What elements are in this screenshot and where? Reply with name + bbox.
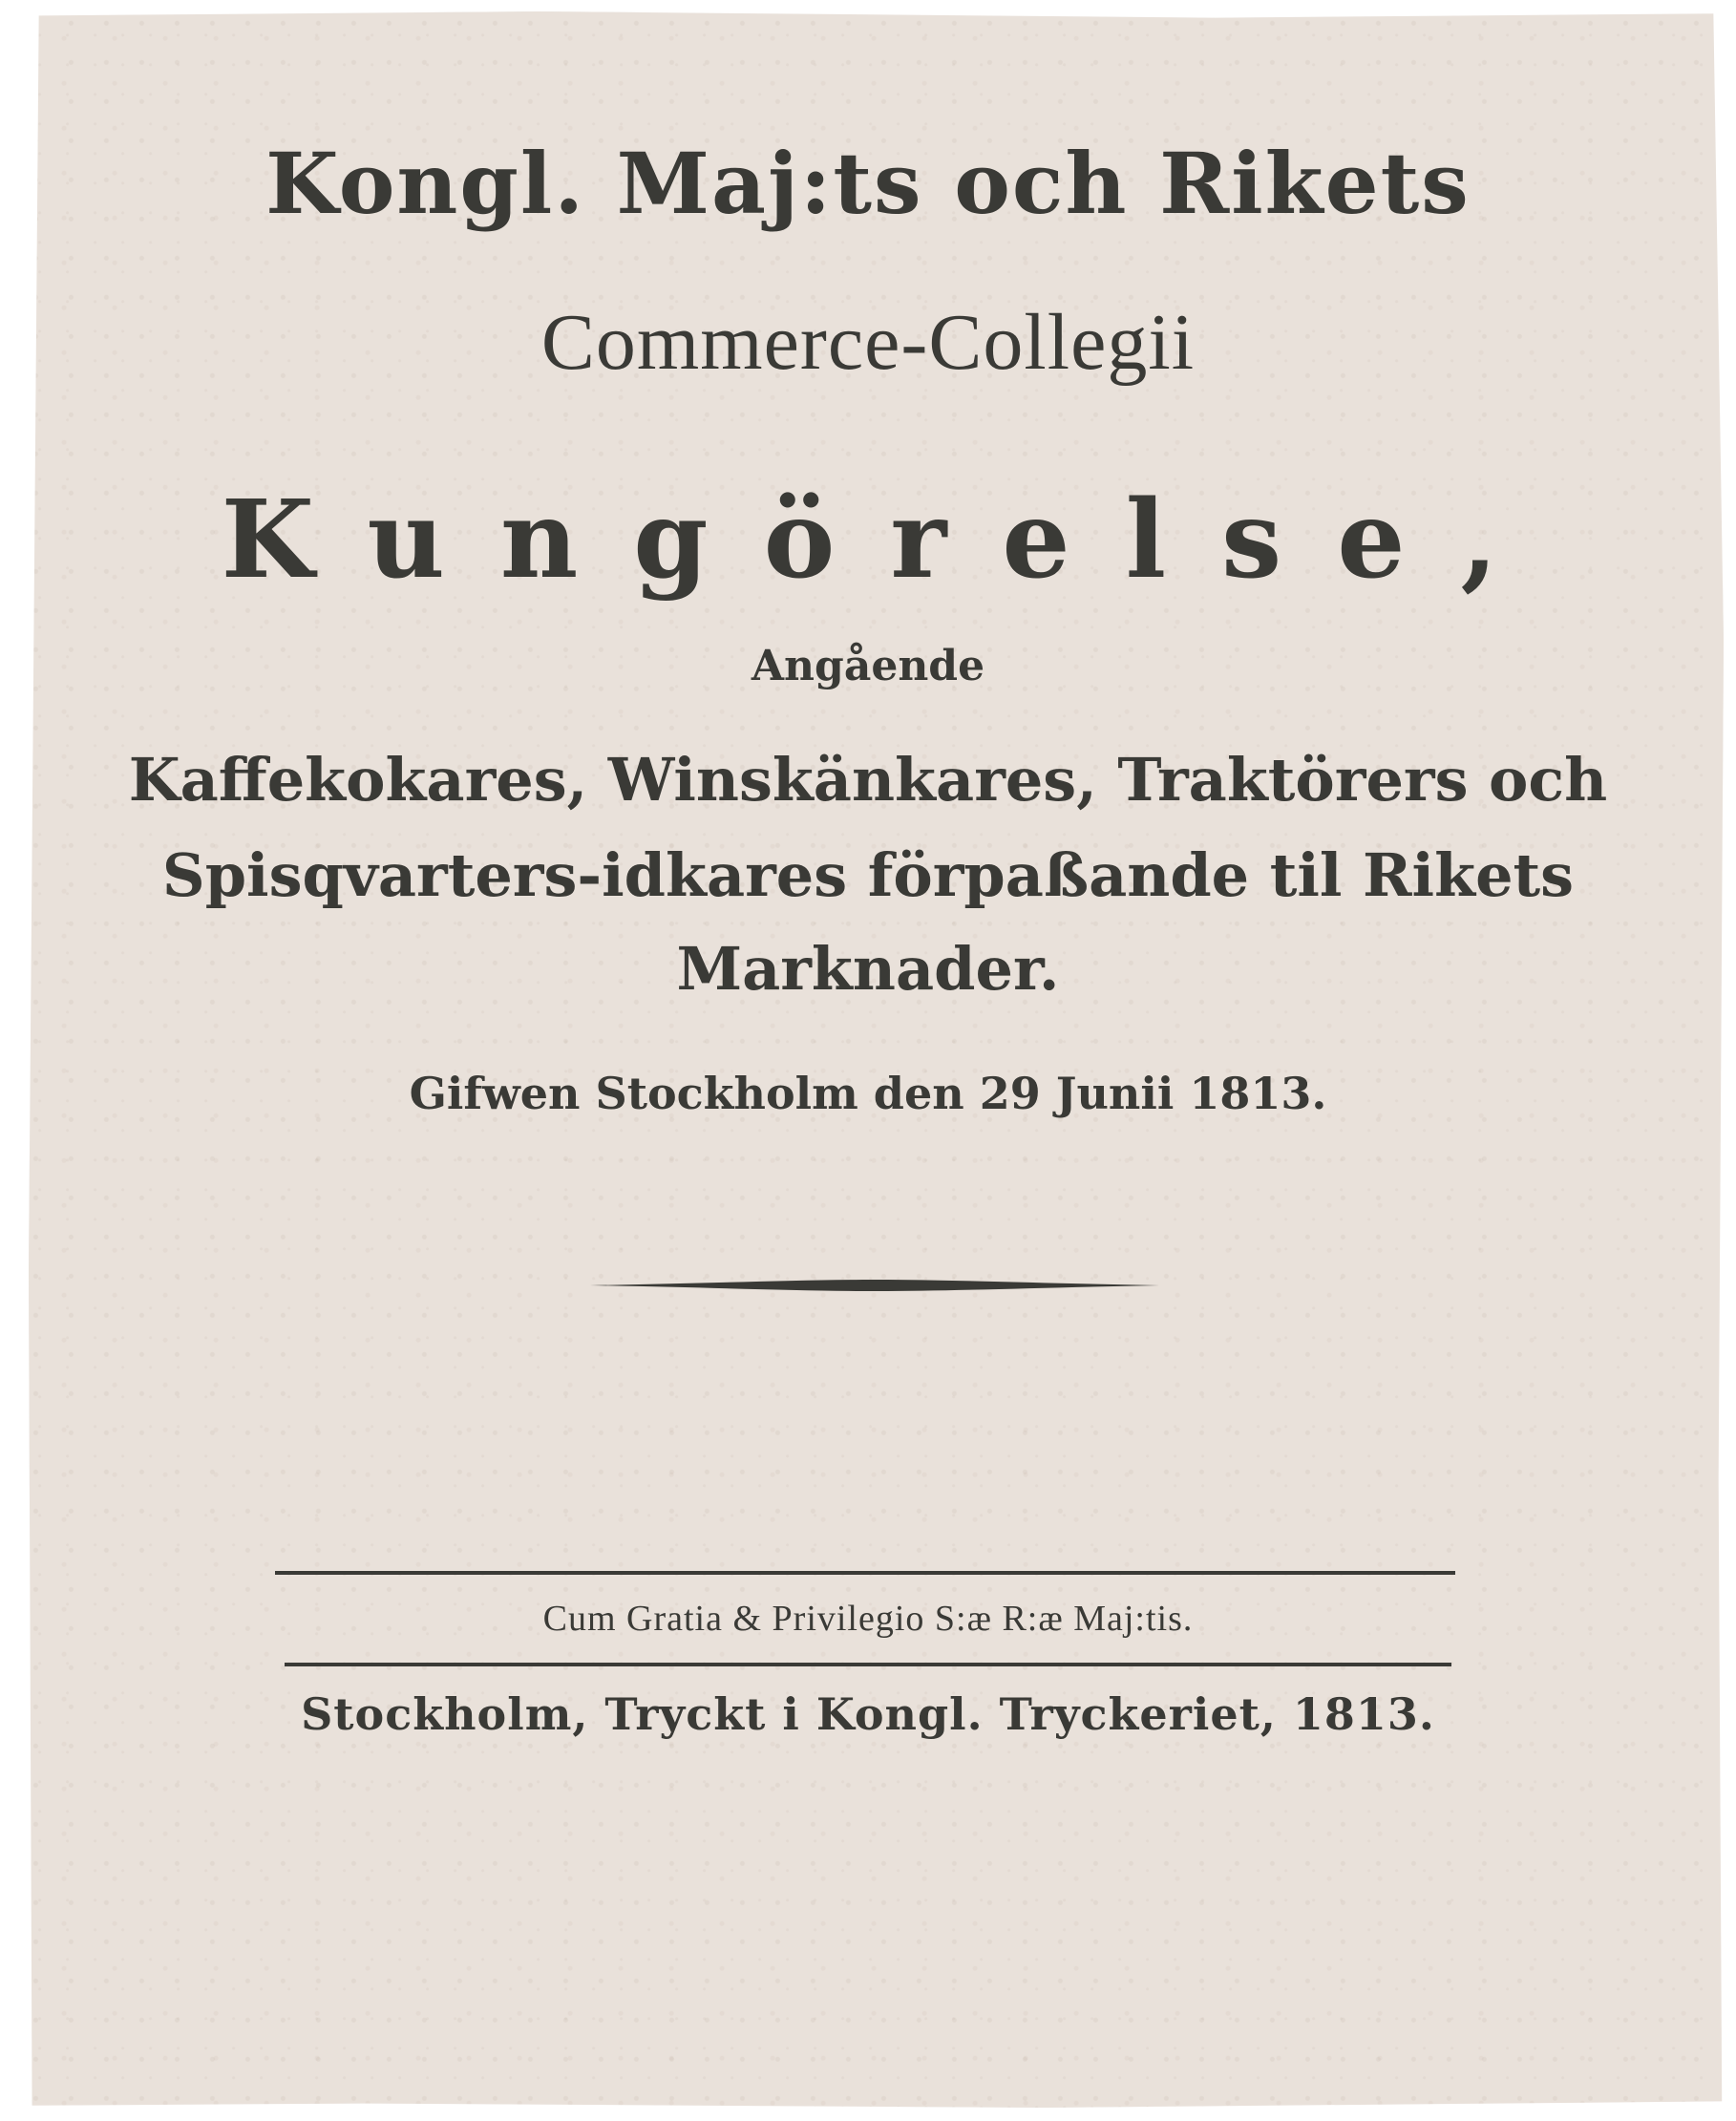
title-line-3: Kungörelse, xyxy=(221,477,1554,603)
subject-line-2: Spisqvarters-idkares förpaßande til Rikets xyxy=(161,840,1575,910)
bottom-rule xyxy=(285,1663,1451,1666)
imprint-line: Stockholm, Tryckt i Kongl. Tryckeriet, 1813. xyxy=(301,1688,1435,1740)
title-line-4: Angående xyxy=(751,642,985,690)
given-line: Gifwen Stockholm den 29 Junii 1813. xyxy=(409,1068,1327,1119)
subject-line-1: Kaffekokares, Winskänkares, Traktörers och xyxy=(128,745,1608,815)
title-line-2: Commerce-Collegii xyxy=(540,298,1196,387)
top-rule xyxy=(275,1571,1455,1575)
ornamental-dash xyxy=(590,1279,1159,1292)
subject-line-3: Marknader. xyxy=(676,934,1060,1004)
privilege-line: Cum Gratia & Privilegio S:æ R:æ Maj:tis. xyxy=(542,1599,1194,1639)
title-line-1: Kongl. Maj:ts och Rikets xyxy=(265,134,1471,233)
